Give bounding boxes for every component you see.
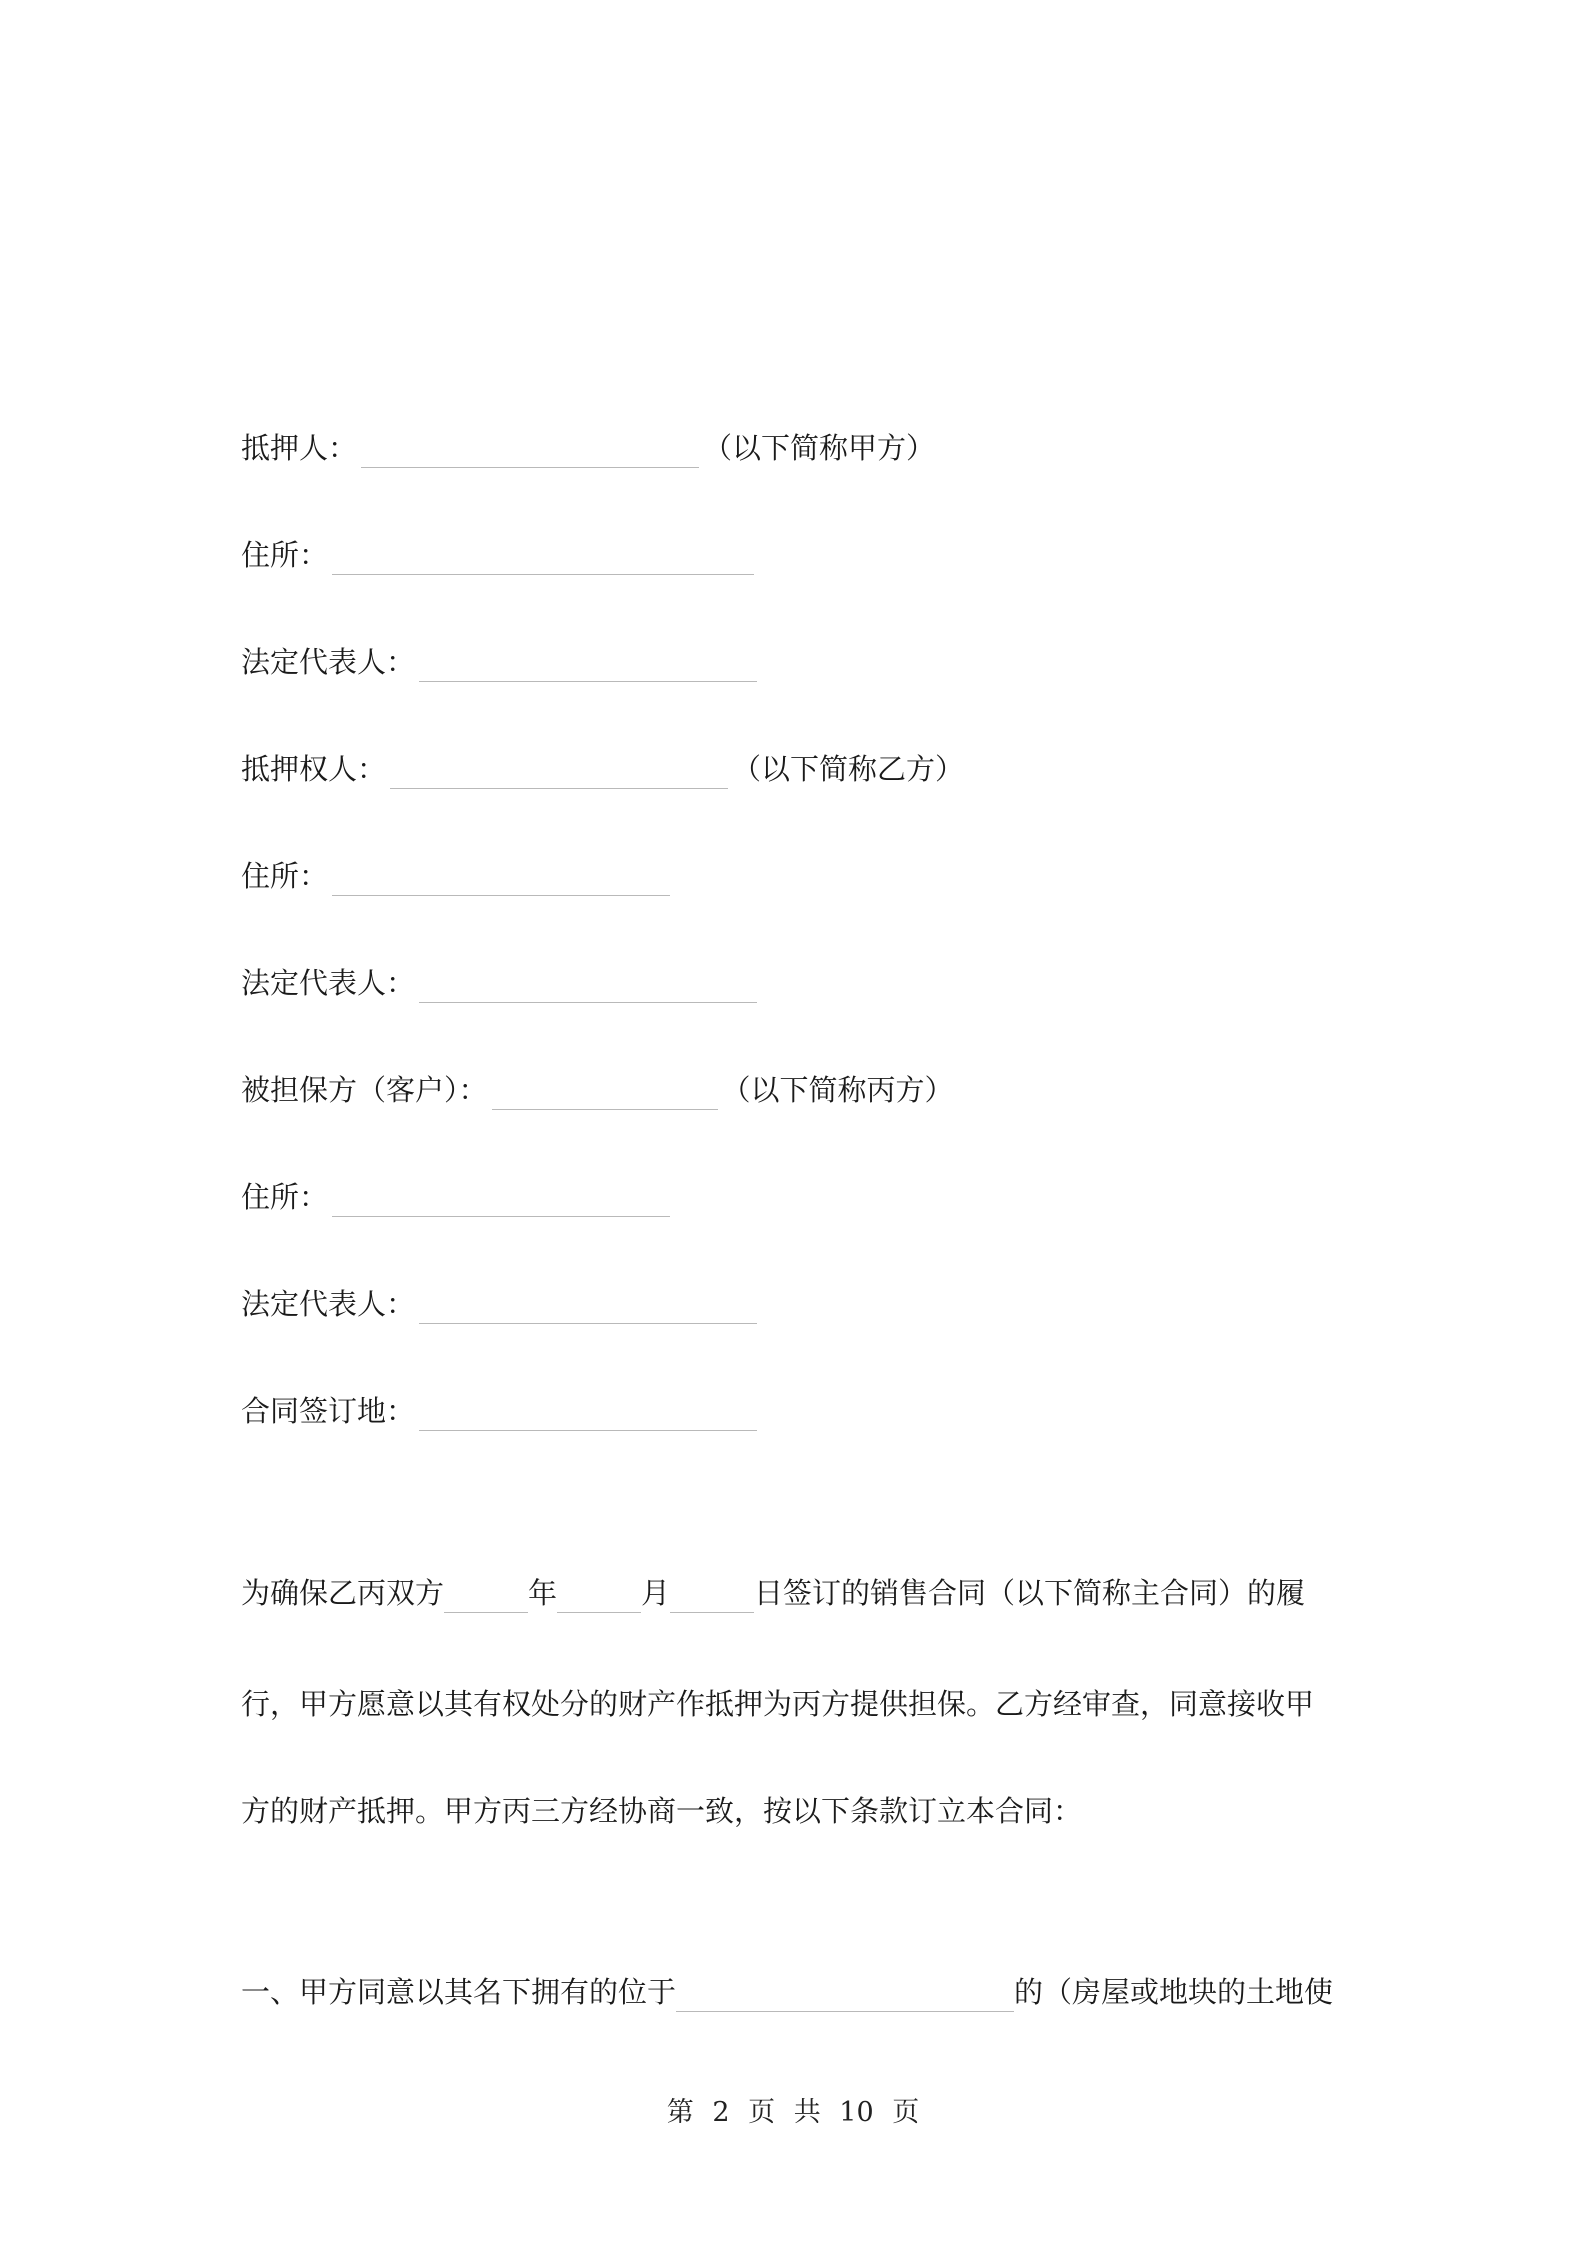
footer-total-pages: 10 <box>839 2097 874 2128</box>
preamble-text-b: 日签订的销售合同（以下简称主合同）的履 <box>754 1576 1306 1610</box>
signing-place-blank[interactable] <box>419 1392 757 1431</box>
month-label: 月 <box>641 1576 671 1610</box>
residence1-label: 住所： <box>241 538 329 572</box>
mortgagor-blank[interactable] <box>361 429 699 468</box>
footer-gong: 共 <box>793 2097 821 2128</box>
residence3-blank[interactable] <box>332 1178 670 1217</box>
clause1-text-a: 一、甲方同意以其名下拥有的位于 <box>241 1975 677 2009</box>
year-label: 年 <box>528 1576 558 1610</box>
residence2-row <box>241 846 670 896</box>
rep3-blank[interactable] <box>419 1285 757 1324</box>
residence2-label: 住所： <box>241 859 329 893</box>
rep1-blank[interactable] <box>419 643 757 682</box>
mortgagee-suffix: （以下简称乙方） <box>732 752 965 786</box>
mortgagee-label: 抵押权人： <box>241 752 387 786</box>
footer-page-number: 2 <box>712 2097 730 2128</box>
signing-place-row <box>241 1381 757 1431</box>
guaranteed-suffix: （以下简称丙方） <box>721 1073 954 1107</box>
mortgagor-label: 抵押人： <box>241 431 358 465</box>
clause1-location-blank[interactable] <box>676 1973 1014 2012</box>
clause1-text-b: 的（房屋或地块的土地使 <box>1014 1975 1334 2009</box>
preamble-line3: 方的财产抵押。甲方丙三方经协商一致，按以下条款订立本合同： <box>241 1794 1083 1828</box>
residence2-blank[interactable] <box>332 857 670 896</box>
rep3-label: 法定代表人： <box>241 1287 416 1321</box>
mortgagee-blank[interactable] <box>390 750 728 789</box>
mortgagee-row <box>241 739 964 789</box>
footer-ye1: 页 <box>748 2097 776 2128</box>
residence1-row <box>241 525 754 575</box>
signing-place-label: 合同签订地： <box>241 1394 416 1428</box>
preamble-line1 <box>241 1563 1305 1613</box>
residence1-blank[interactable] <box>332 536 754 575</box>
preamble-text-a: 为确保乙丙双方 <box>241 1576 445 1610</box>
mortgagor-suffix: （以下简称甲方） <box>703 431 936 465</box>
footer-di: 第 <box>666 2097 694 2128</box>
rep2-row <box>241 953 757 1003</box>
footer-ye2: 页 <box>892 2097 920 2128</box>
mortgagor-row <box>241 418 935 468</box>
rep1-label: 法定代表人： <box>241 645 416 679</box>
guaranteed-blank[interactable] <box>492 1071 718 1110</box>
month-blank[interactable] <box>557 1574 641 1613</box>
guaranteed-row <box>241 1060 954 1110</box>
clause1-row <box>241 1962 1333 2012</box>
day-blank[interactable] <box>670 1574 754 1613</box>
guaranteed-label: 被担保方（客户）： <box>241 1073 488 1107</box>
page-footer <box>0 2090 1586 2129</box>
rep2-label: 法定代表人： <box>241 966 416 1000</box>
rep2-blank[interactable] <box>419 964 757 1003</box>
preamble-line2: 行，甲方愿意以其有权处分的财产作抵押为丙方提供担保。乙方经审查，同意接收甲 <box>241 1687 1315 1721</box>
residence3-row <box>241 1167 670 1217</box>
residence3-label: 住所： <box>241 1180 329 1214</box>
year-blank[interactable] <box>444 1574 528 1613</box>
rep1-row <box>241 632 757 682</box>
rep3-row <box>241 1274 757 1324</box>
